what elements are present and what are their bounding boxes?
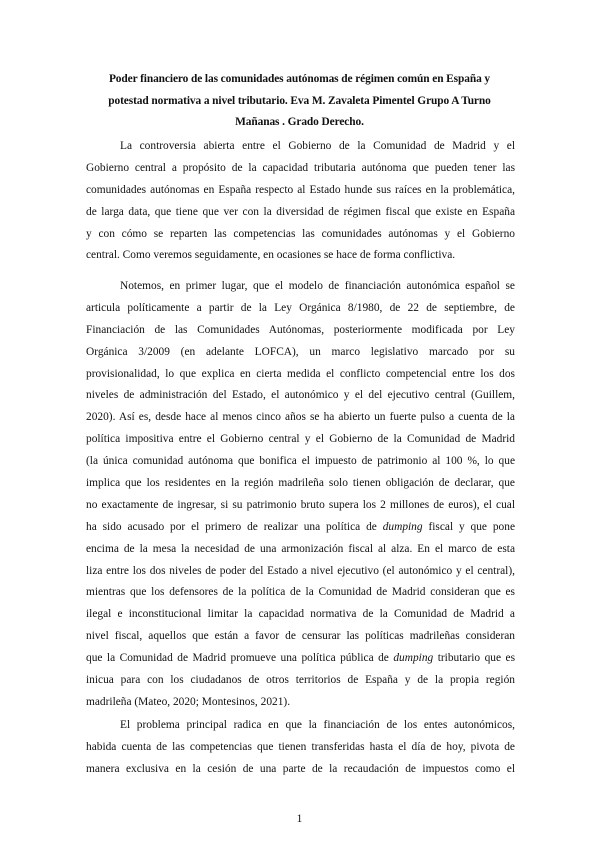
text-line: liza entre los dos niveles de poder del Estado a nivel ejecutivo (el autonómico y el central), xyxy=(86,564,515,577)
page-number: 1 xyxy=(296,813,303,825)
text-line: política impositiva entre el Gobierno central y el Gobierno de la Comunidad de Madrid xyxy=(86,433,515,446)
text-line: no exactamente de ingresar, si su patrimonio bruto supera los 2 millones de euros), el cual xyxy=(86,498,515,511)
text-line: madrileña (Mateo, 2020; Montesinos, 2021). xyxy=(86,695,291,708)
text-line: inicua para con los ciudadanos de otros territorios de España y de la propia región xyxy=(86,674,515,687)
text-line: manera exclusiva en la cesión de una parte de la recaudación de impuestos como el xyxy=(86,762,515,775)
text-line: Orgánica 3/2009 (en adelante LOFCA), un marco legislativo marcado por su xyxy=(86,345,515,358)
text-line: y con cómo se reparten las competencias las comunidades autónomas y el Gobierno xyxy=(86,227,515,240)
text-line: mientras que los defensores de la política de la Comunidad de Madrid consideran que es xyxy=(86,586,515,599)
text-line: La controversia abierta entre el Gobierno de la Comunidad de Madrid y el xyxy=(120,140,515,152)
text-line: comunidades autónomas en España respecto al Estado hunde sus raíces en la problemática, xyxy=(86,183,515,196)
text-line: Notemos, en primer lugar, que el modelo de financiación autonómica español se xyxy=(120,280,515,292)
emphasis-text: dumping xyxy=(393,652,434,665)
paragraph-3 xyxy=(86,715,515,781)
text-line: implica que los residentes en la región madrileña solo tienen obligación de declarar, que xyxy=(86,477,515,490)
text-line: encima de la mesa la necesidad de una armonización fiscal al alza. En el marco de esta xyxy=(86,542,515,555)
paragraph-1 xyxy=(86,136,515,267)
document-title xyxy=(86,69,513,134)
text-line: articula políticamente a partir de la Ley Orgánica 8/1980, de 22 de septiembre, de xyxy=(86,301,515,314)
text-line: nivel fiscal, aquellos que están a favor de censurar las políticas madrileñas consideran xyxy=(86,630,515,643)
text-line: habida cuenta de las competencias que tienen transferidas hasta el día de hoy, pivota de xyxy=(86,740,515,753)
emphasis-text: dumping xyxy=(382,520,423,533)
text-line: que la Comunidad de Madrid promueve una política pública de dumping tributario que es xyxy=(86,652,515,665)
title-line: Poder financiero de las comunidades autónomas de régimen común en España y xyxy=(108,73,491,85)
title-line: Mañanas . Grado Derecho. xyxy=(235,116,364,128)
title-line: potestad normativa a nivel tributario. Eva M. Zavaleta Pimentel Grupo A Turno xyxy=(108,94,491,107)
text-line: niveles de administración del Estado, el autonómico y el del ejecutivo central (Guillem, xyxy=(86,389,515,402)
text-line: central. Como veremos seguidamente, en ocasiones se hace de forma conflictiva. xyxy=(86,249,456,262)
text-line: provisionalidad, lo que explica en cierta medida el conflicto competencial entre los dos xyxy=(86,367,515,380)
text-line: ilegal e inconstitucional limitar la capacidad normativa de la Comunidad de Madrid a xyxy=(86,608,515,621)
text-line: de larga data, que tiene que ver con la diversidad de régimen fiscal que existe en España xyxy=(86,205,515,218)
text-line: (la única comunidad autónoma que bonifica el impuesto de patrimonio al 100 %, lo que xyxy=(86,455,515,468)
text-line: 2020). Así es, desde hace al menos cinco años se ha abierto un fuerte pulso a cuenta de la xyxy=(86,411,515,424)
text-line: Financiación de las Comunidades Autónomas, posteriormente modificada por Ley xyxy=(86,323,515,336)
text-line: Gobierno central a propósito de la capacidad tributaria autónoma que pueden tener las xyxy=(86,161,515,174)
paragraph-2 xyxy=(86,276,515,714)
text-line: ha sido acusado por el primero de realizar una política de dumping fiscal y que pone xyxy=(86,520,515,533)
text-line: El problema principal radica en que la financiación de los entes autonómicos, xyxy=(120,719,515,731)
